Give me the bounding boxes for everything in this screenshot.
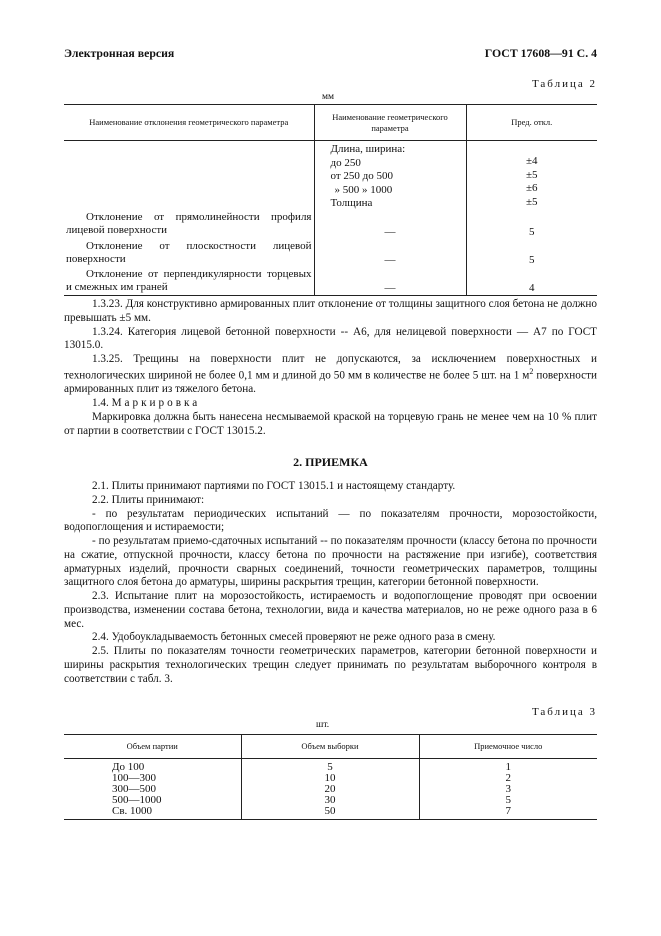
table2-tolerance-list — [466, 141, 597, 211]
table3-col-sample — [241, 759, 419, 820]
section2-text — [64, 480, 597, 686]
table2-header-row — [64, 105, 597, 141]
table2-row-param: — — [314, 268, 466, 296]
paragraph-1-3-25-tail: поверхности армированных плит из тяжелого бетона. — [64, 369, 597, 396]
table-row — [64, 141, 597, 211]
paragraph-1-4-number: 1.4. — [92, 397, 112, 410]
table3-cell: До 100 — [112, 761, 145, 773]
table2-row-name: Отклонение от перпендикулярности торцевых и смежных им граней — [64, 268, 314, 296]
table2-row-tol: 5 — [466, 211, 597, 240]
tolerance-item: ±6 — [525, 182, 538, 195]
param-item: от 250 до 500 — [330, 170, 394, 183]
table2-row-tol: 5 — [466, 240, 597, 268]
table3-cell: 2 — [505, 772, 511, 784]
paragraph-2-2: 2.2. Плиты принимают: — [92, 493, 205, 506]
param-item: » 500 » 1000 — [334, 183, 393, 196]
table3-cell: 7 — [505, 805, 511, 817]
table2-cell-empty — [64, 141, 314, 211]
table3-cell: 30 — [324, 794, 336, 806]
paragraph-1-4-heading — [64, 397, 597, 411]
table-row — [64, 211, 597, 240]
table3-header-cell: Объем партии — [64, 735, 241, 759]
table3-cell: Св. 1000 — [112, 805, 153, 817]
table2-row-param: — — [314, 240, 466, 268]
table-row — [64, 268, 597, 296]
table3-cell: 5 — [327, 761, 333, 773]
table3-cell: 300—500 — [112, 783, 156, 795]
section1-text — [64, 298, 597, 438]
paragraph-2-4: 2.4. Удобоукладываемость бетонных смесей проверяют не реже одного раза в смену. — [92, 631, 496, 644]
paragraph-1-4-text: Маркировка должна быть нанесена несмываемой краской на торцевую грань не менее чем на 10 % плит от партии в соответствии с ГОСТ 13015.2. — [64, 410, 597, 437]
param-item: Длина, ширина: — [330, 143, 406, 155]
header-right: ГОСТ 17608—91 С. 4 — [484, 46, 597, 60]
table2-row-name: Отклонение от плоскостности лицевой поверхности — [66, 239, 312, 266]
table3-cell: 50 — [324, 805, 336, 817]
table2-header-cell: Наименование отклонения геометрического параметра — [64, 105, 314, 141]
table3 — [64, 734, 597, 820]
table3-header-row — [64, 735, 597, 759]
table2-row-param: — — [314, 211, 466, 240]
tolerance-item: ±5 — [525, 195, 538, 208]
paragraph-1-4-title: Маркировка — [111, 397, 201, 410]
table3-header-cell: Объем выборки — [241, 735, 419, 759]
tolerance-item: ±4 — [525, 155, 538, 167]
table2-unit: мм — [322, 92, 335, 102]
table3-cell: 5 — [505, 794, 511, 806]
table2-row-name: Отклонение от прямолинейности профиля лицевой поверхности — [66, 210, 312, 237]
paragraph-2-1: 2.1. Плиты принимают партиями по ГОСТ 13015.1 и настоящему стандарту. — [92, 480, 456, 492]
paragraph-1-3-25-text: 1.3.25. Трещины на поверхности плит не допускаются, за исключением поверхностных и технологических шириной не более 0,1 мм и длиной до 50 мм в количестве не более 5 шт. на 1 м — [64, 353, 597, 382]
paragraph-2-2-b: - по результатам приемо-сдаточных испытаний -- по показателям прочности (классу бетона по прочности на сжатие, отпускной прочности, классу бетона по прочности на растяжение при изгибе), соответствия арматурных изделий, прочности сварных соединений, точности геометрических параметров, толщины защитного слоя бетона до арматуры, ширины раскрытия трещин, категории бетонной поверхности. — [64, 535, 597, 589]
table3-cell: 500—1000 — [112, 794, 162, 806]
table3-cell: 3 — [505, 783, 511, 795]
table3-col-lot — [64, 759, 241, 820]
table3-caption: Таблица 3 — [531, 706, 597, 718]
table2 — [64, 104, 597, 296]
table3-cell: 1 — [505, 761, 511, 773]
table2-param-list — [314, 141, 466, 211]
table2-row-tol: 4 — [466, 268, 597, 296]
table3-cell: 20 — [324, 783, 336, 795]
table3-unit: шт. — [316, 720, 330, 730]
paragraph-2-5: 2.5. Плиты по показателям точности геометрических параметров, категории бетонной поверхности и ширины раскрытия технологических трещин следует принимать по результатам выборочного контроля в соответствии с табл. 3. — [64, 645, 597, 685]
table2-header-cell: Наименование геометрического параметра — [314, 105, 466, 141]
table-row — [64, 759, 597, 820]
param-item: до 250 — [330, 156, 361, 169]
table3-cell: 10 — [324, 772, 336, 784]
table3-cell: 100—300 — [112, 772, 156, 784]
table3-col-accept — [419, 759, 597, 820]
table2-caption: Таблица 2 — [531, 78, 597, 90]
header-left: Электронная версия — [64, 46, 175, 60]
table3-header-cell: Приемочное число — [419, 735, 597, 759]
tolerance-item: ±5 — [525, 168, 538, 181]
table2-header-cell: Пред. откл. — [466, 105, 597, 141]
paragraph-2-2-a: - по результатам периодических испытаний — по показателям прочности, морозостойкости, водопоглощения и истираемости; — [64, 507, 597, 534]
paragraph-1-3-25 — [64, 353, 597, 397]
section-title: 2. ПРИЕМКА — [293, 455, 368, 469]
param-item: Толщина — [330, 197, 373, 210]
superscript: 2 — [529, 366, 534, 376]
table-row — [64, 240, 597, 268]
paragraph-2-3: 2.3. Испытание плит на морозостойкость, истираемость и водопоглощение проводят при освоении производства, изменении состава бетона, технологии, вида и качества материалов, но не реже одного раза в 6 мес. — [64, 590, 597, 630]
paragraph-1-3-23: 1.3.23. Для конструктивно армированных плит отклонение от толщины защитного слоя бетона не должно превышать ±5 мм. — [64, 298, 597, 324]
paragraph-1-3-24: 1.3.24. Категория лицевой бетонной поверхности -- А6, для нелицевой поверхности — А7 по ГОСТ 13015.0. — [64, 325, 597, 352]
